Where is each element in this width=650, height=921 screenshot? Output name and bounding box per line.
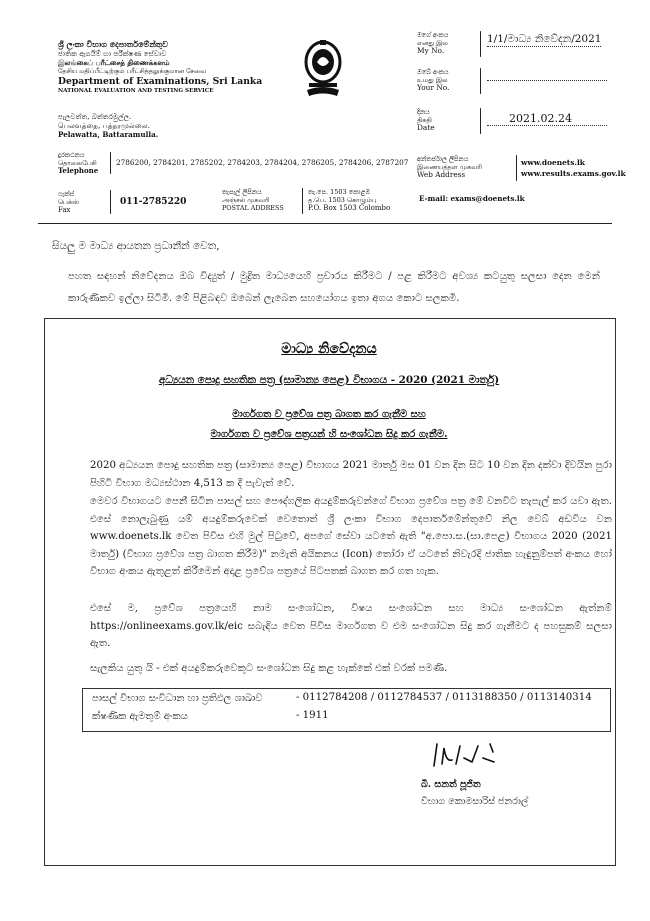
your-no-field xyxy=(487,80,607,81)
address-si: පැලවත්ත, බත්තරමුල්ල. xyxy=(58,112,132,121)
fax-value: 011-2785220 xyxy=(120,197,187,207)
dept-name-en: Department of Examinations, Sri Lanka xyxy=(58,76,263,87)
notice-box xyxy=(44,318,616,866)
signatory-title: විභාග කොමසාරිස් ජනරාල් xyxy=(421,796,529,807)
notice-heading: මාර්ගගත ව ප්‍රවේශ පත්‍ර බාගත කර ගැනීම සහ මාර්ගගත ව ප්‍රවේශ පත්‍රයන් හි සංශෝධන සිදු කර ගැනීම. xyxy=(210,409,448,440)
signatory xyxy=(421,776,528,810)
address-ta: பெலவத்தை, பத்தரமுல்லை. xyxy=(58,121,150,130)
paragraph-corrections: එසේ ම, ප්‍රවේශ පත්‍රයෙහි නාම සංශෝධන, විෂය සංශෝධන සහ මාධ්‍ය සංශෝධන ඇත්නම් https://onlineexams.gov.lk/eic සබැඳිය වෙත පිවිස මාර්ගගත ව එම සංශෝධන සිදු කර ගැනීමට ද පහසුකම් සලසා ඇත. xyxy=(90,603,612,649)
fax-label: ෆැක්ස් பெக்ஸ் Fax xyxy=(58,190,80,214)
contact-label: පාසල් විභාග සංවිධාන හා ප්‍රතිඵල ශාඛාව xyxy=(92,693,263,704)
date-label: දිනය திகதி Date xyxy=(417,108,435,132)
dept-sub-en: NATIONAL EVALUATION AND TESTING SERVICE xyxy=(58,88,214,94)
contact-numbers: - 0112784208 / 0112784537 / 0113188350 / 0113140314 xyxy=(296,692,592,703)
department-block xyxy=(58,40,303,96)
email: E-mail: exams@doenets.lk xyxy=(419,194,525,203)
notice-subtitle: අධ්‍යයන පොදු සහතික පත්‍ර (සාමාන්‍ය පෙළ) විභාගය - 2020 (2021 මාර්තු) xyxy=(158,374,500,386)
web-link-results[interactable]: www.results.exams.gov.lk xyxy=(521,169,626,178)
dept-sub-ta: தேசிய மதிப்பீட்டிற்கும் பரீட்சித்தலுக்குமான சேவை xyxy=(58,67,207,75)
paragraph-exam-dates: 2020 අධ්‍යයන පොදු සහතික පත්‍ර (සාමාන්‍ය පෙළ) විභාගය 2021 මාර්තු මස 01 වන දින සිට 10 වන දින දක්වා දිවයින පුරා පිහිටි විභාග මධ්‍යස්ථාන 4,513 ක දී පැවැත් වේ. xyxy=(90,460,612,489)
web-link-doenets[interactable]: www.doenets.lk xyxy=(521,158,585,167)
web-label: අන්තර්ජාල ලිපිනය இணையத்தள முகவரி Web Address xyxy=(417,155,482,179)
government-seal-icon xyxy=(303,38,343,106)
postal-label: තැපැල් ලිපිනය அஞ்சல் முகவரி POSTAL ADDRESS xyxy=(222,188,284,212)
signatory-name: බී. සනත් පූජිත xyxy=(421,779,481,790)
date-value: 2021.02.24 xyxy=(487,112,607,126)
dept-sub-si: ජාතික ඇගයීම් හා පරීක්ෂණ සේවාව xyxy=(58,49,167,58)
paragraph-admission-download: මෙවර විභාගයට පෙනී සිටින පාසල් සහ පෞද්ගලික අයදුම්කරුවන්ගේ විභාග ප්‍රවේශ පත්‍ර මේ වනවිට තැපැල් කර යවා ඇත. එසේ නොලැබුණු යම් අයදුම්කරුවෙක් වෙතොත් ශ්‍රී ලංකා විභාග දෙපාර්තමේන්තුවේ නිල වෙබ් අඩවිය වන www.doenets.lk වෙත පිවිස එහි මුල් පිටුවේ, අපගේ සේවා යටතේ ඇති "අ.පො.ස.(සා.පෙළ) විභාගය 2020 (2021 මාර්තු) (විභාග ප්‍රවේශ පත්‍ර බාගත කිරීම)" නමැති අයිකනය (Icon) තෝරා ඒ යටතේ නිවැරදි ජාතික හැඳුනුම්පත් අංකය හෝ විභාග අංකය ඇතුළත් කිරීමෙන් අදාළ ප්‍රවේශ පත්‍රයේ පිටපතක් බාගත කර ගත හැක. xyxy=(90,496,612,577)
address-en: Pelawatta, Battaramulla. xyxy=(58,130,159,139)
postal-address: තැ.පෙ. 1503 කොළඹ த.பெ. 1503 கொழும்பு P.O. Box 1503 Colombo xyxy=(308,188,391,212)
intro-request: පහත සඳහන් නිවේදනය ඔබ විද්‍යුත් / මුද්‍රිත මාධ්‍යයෙහි ප්‍රචාරය කිරීමට / පළ කිරීමට අවශ්‍ය කටයුතු සලසා දෙන මෙන් කාරුණිකව ඉල්ලා සිටිමි. මේ පිළිබඳව ඔබෙන් ලැබෙන සහයෝගය ඉතා අගය කොට සලකමි. xyxy=(68,271,600,304)
notice-title: මාධ්‍ය නිවේදනය xyxy=(281,341,377,357)
telephone-label: දුරකථනය தொலைபேசி Telephone xyxy=(58,151,99,175)
dept-name-si: ශ්‍රී ලංකා විභාග දෙපාර්තමේන්තුව xyxy=(58,39,169,49)
my-no-value: 1/1/මාධ්‍ය නිවේදන/2021 xyxy=(487,33,602,45)
telephone-value: 2786200, 2784201, 2785202, 2784203, 2784204, 2786205, 2784206, 2787207 xyxy=(116,158,409,167)
hotline-value: - 1911 xyxy=(296,710,329,721)
salutation: සියලු ම මාධ්‍ය ආයතන ප්‍රධානීන් වෙත, xyxy=(52,240,220,252)
web-addresses xyxy=(521,157,626,179)
my-no-label: මගේ අංකය எனது இல My No. xyxy=(417,31,449,55)
address-block xyxy=(58,112,158,139)
signature-mark xyxy=(428,738,508,772)
header-divider xyxy=(38,223,612,224)
dept-name-ta: இலங்கைப் பரீட்சைத் திணைக்களம் xyxy=(58,58,170,67)
your-no-label: ඔබේ අංකය உமது இல Your No. xyxy=(417,68,450,92)
paragraph-note: සැලකිය යුතු යි - එක් අයදුම්කරුවෙකුට සංශෝධන සිදු කළ හැක්කේ එක් වරක් පමණි. xyxy=(90,663,448,674)
hotline-label: ක්ෂණික ඇමතුම් අංකය xyxy=(92,711,188,722)
